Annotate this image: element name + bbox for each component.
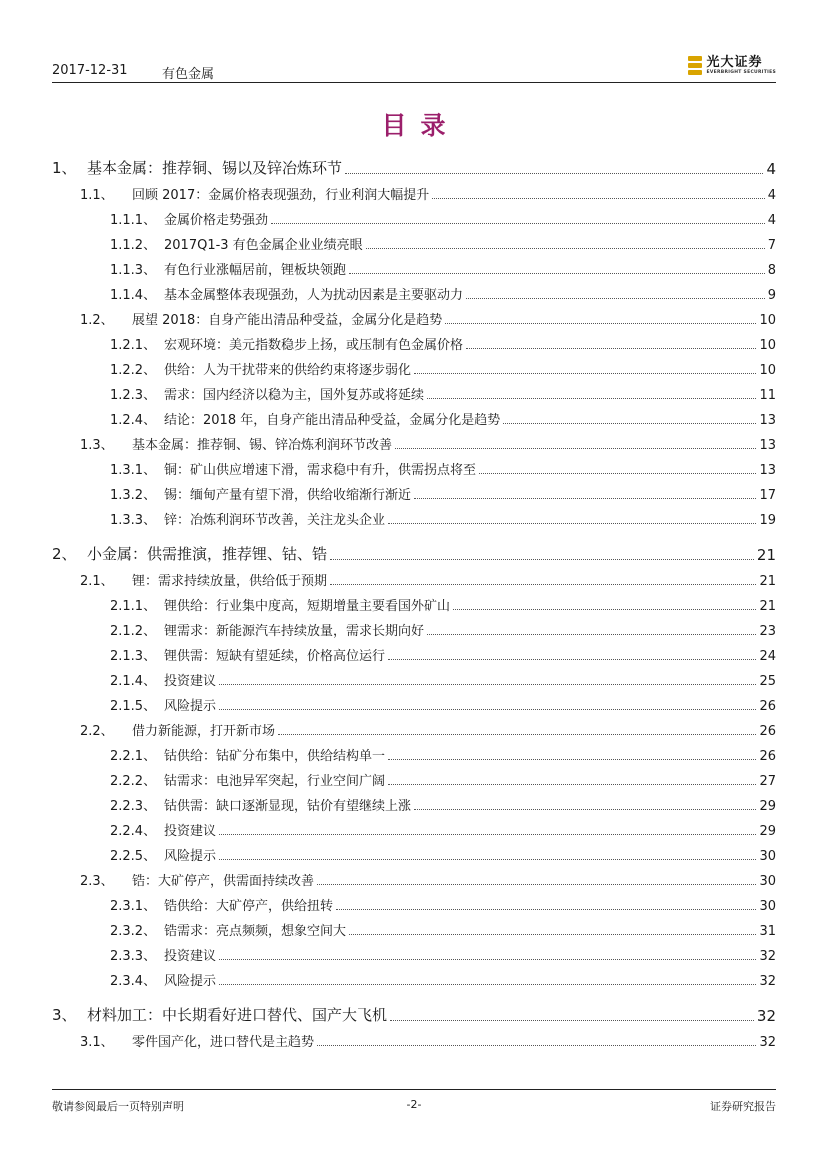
toc-entry-page: 8: [767, 263, 776, 278]
logo-mark-icon: [688, 56, 702, 76]
toc-dot-leader: [395, 448, 756, 449]
toc-entry-number: 2.3.2、: [110, 924, 157, 939]
toc-entry-level3[interactable]: [52, 335, 776, 353]
toc-dot-leader: [388, 759, 756, 760]
toc-entry-page: 29: [759, 799, 776, 814]
toc-entry-page: 10: [759, 363, 776, 378]
toc-entry-number: 2.3.3、: [110, 949, 157, 964]
page-footer: [52, 1089, 776, 1118]
toc-entry-label: 金属价格走势强劲: [164, 213, 269, 228]
toc-entry-level3[interactable]: [52, 821, 776, 839]
toc-entry-number: 2.3.4、: [110, 974, 157, 989]
page-header: [52, 52, 776, 83]
toc-entry-level3[interactable]: [52, 971, 776, 989]
toc-entry-number: 1.1.2、: [110, 238, 157, 253]
toc-entry-page: 30: [759, 899, 776, 914]
toc-dot-leader: [366, 248, 765, 249]
logo-cn-text: 光大证券: [706, 55, 763, 71]
report-sector: 有色金属: [162, 67, 215, 82]
toc-entry-number: 1.1.3、: [110, 263, 157, 278]
toc-dot-leader: [317, 884, 756, 885]
toc-dot-leader: [445, 323, 756, 324]
toc-entry-number: 2、: [52, 545, 77, 563]
toc-dot-leader: [466, 348, 756, 349]
toc-dot-leader: [503, 423, 756, 424]
toc-entry-label: 基本金属：推荐铜、锡、锌冶炼利润环节改善: [132, 438, 393, 453]
toc-entry-number: 2.1.5、: [110, 699, 157, 714]
toc-entry-level2[interactable]: [52, 435, 776, 453]
toc-entry-level2[interactable]: [52, 721, 776, 739]
toc-entry-level3[interactable]: [52, 235, 776, 253]
toc-entry-level3[interactable]: [52, 360, 776, 378]
toc-entry-level3[interactable]: [52, 210, 776, 228]
toc-entry-page: 32: [756, 1007, 776, 1025]
toc-entry-number: 1.2.1、: [110, 338, 157, 353]
toc-entry-number: 2.3.1、: [110, 899, 157, 914]
toc-entry-page: 30: [759, 849, 776, 864]
toc-dot-leader: [388, 523, 756, 524]
toc-entry-level3[interactable]: [52, 921, 776, 939]
toc-dot-leader: [330, 559, 754, 560]
toc-entry-number: 3、: [52, 1006, 77, 1024]
toc-entry-label: 回顾 2017：金属价格表现强劲，行业利润大幅提升: [132, 188, 430, 203]
toc-entry-number: 1.2.3、: [110, 388, 157, 403]
toc-entry-label: 展望 2018：自身产能出清品种受益，金属分化是趋势: [132, 313, 443, 328]
toc-entry-page: 32: [759, 1035, 776, 1050]
toc-entry-page: 26: [759, 749, 776, 764]
toc-entry-page: 13: [759, 463, 776, 478]
toc-entry-label: 供给：人为干扰带来的供给约束将逐步弱化: [164, 363, 412, 378]
toc-entry-label: 小金属：供需推演，推荐锂、钴、锆: [87, 545, 328, 563]
toc-entry-label: 借力新能源，打开新市场: [132, 724, 276, 739]
toc-dot-leader: [278, 734, 756, 735]
toc-entry-page: 32: [759, 974, 776, 989]
toc-entry-page: 31: [759, 924, 776, 939]
toc-entry-number: 2.2.1、: [110, 749, 157, 764]
toc-entry-number: 2.2.5、: [110, 849, 157, 864]
toc-entry-label: 锡：缅甸产量有望下滑，供给收缩渐行渐近: [164, 488, 412, 503]
toc-entry-number: 2.2.4、: [110, 824, 157, 839]
toc-entry-number: 2.3、: [80, 874, 114, 889]
toc-dot-leader: [414, 373, 756, 374]
toc-entry-number: 1.1.1、: [110, 213, 157, 228]
toc-entry-level3[interactable]: [52, 460, 776, 478]
toc-entry-label: 风险提示: [164, 974, 217, 989]
toc-entry-label: 钴供给：钴矿分布集中，供给结构单一: [164, 749, 386, 764]
toc-dot-leader: [390, 1020, 754, 1021]
toc-dot-leader: [219, 984, 756, 985]
toc-entry-number: 1、: [52, 159, 77, 177]
toc-entry-label: 需求：国内经济以稳为主，国外复苏或将延续: [164, 388, 425, 403]
toc-entry-page: 24: [759, 649, 776, 664]
toc-entry-page: 4: [767, 188, 776, 203]
toc-entry-level3[interactable]: [52, 510, 776, 528]
toc-entry-number: 1.2、: [80, 313, 114, 328]
toc-entry-label: 锂供给：行业集中度高，短期增量主要看国外矿山: [164, 599, 451, 614]
toc-entry-label: 材料加工：中长期看好进口替代、国产大飞机: [87, 1006, 388, 1024]
toc-dot-leader: [432, 198, 765, 199]
toc-entry-level3[interactable]: [52, 285, 776, 303]
toc-entry-page: 4: [767, 213, 776, 228]
toc-entry-label: 投资建议: [164, 949, 217, 964]
toc-entry-level1[interactable]: [52, 156, 776, 178]
toc-entry-label: 宏观环境：美元指数稳步上扬，或压制有色金属价格: [164, 338, 464, 353]
toc-dot-leader: [388, 784, 756, 785]
toc-entry-level3[interactable]: [52, 746, 776, 764]
toc-entry-page: 32: [759, 949, 776, 964]
toc-dot-leader: [345, 173, 763, 174]
toc-entry-page: 13: [759, 438, 776, 453]
toc-entry-level3[interactable]: [52, 796, 776, 814]
toc-dot-leader: [349, 273, 765, 274]
toc-entry-level2[interactable]: [52, 1032, 776, 1050]
toc-entry-label: 锂供需：短缺有望延续，价格高位运行: [164, 649, 386, 664]
toc-title: 目录: [381, 111, 460, 140]
toc-entry-number: 1.3.3、: [110, 513, 157, 528]
toc-entry-page: 11: [759, 388, 776, 403]
footer-disclaimer: 敬请参阅最后一页特别声明: [52, 1100, 184, 1113]
toc-entry-number: 1.2.2、: [110, 363, 157, 378]
toc-entry-page: 10: [759, 313, 776, 328]
toc-entry-label: 锂需求：新能源汽车持续放量，需求长期向好: [164, 624, 425, 639]
toc-dot-leader: [219, 834, 756, 835]
toc-entry-number: 2.1.4、: [110, 674, 157, 689]
toc-entry-label: 锆需求：亮点频频，想象空间大: [164, 924, 347, 939]
toc-dot-leader: [271, 223, 765, 224]
toc-entry-page: 26: [759, 724, 776, 739]
toc-dot-leader: [219, 684, 756, 685]
toc-entry-level3[interactable]: [52, 385, 776, 403]
toc-dot-leader: [330, 584, 756, 585]
toc-entry-page: 25: [759, 674, 776, 689]
toc-entry-level3[interactable]: [52, 621, 776, 639]
toc-entry-page: 23: [759, 624, 776, 639]
toc-entry-page: 7: [767, 238, 776, 253]
toc-dot-leader: [466, 298, 765, 299]
toc-dot-leader: [427, 398, 756, 399]
toc-entry-level3[interactable]: [52, 896, 776, 914]
toc-entry-level3[interactable]: [52, 696, 776, 714]
toc-entry-page: 29: [759, 824, 776, 839]
toc-entry-level3[interactable]: [52, 260, 776, 278]
toc-entry-label: 基本金属整体表现强劲，人为扰动因素是主要驱动力: [164, 288, 464, 303]
toc-dot-leader: [219, 859, 756, 860]
toc-entry-label: 有色行业涨幅居前，锂板块领跑: [164, 263, 347, 278]
toc-entry-label: 锌：冶炼利润环节改善，关注龙头企业: [164, 513, 386, 528]
toc-dot-leader: [414, 498, 756, 499]
toc-entry-label: 风险提示: [164, 699, 217, 714]
toc-entry-number: 2.1、: [80, 574, 114, 589]
toc-dot-leader: [414, 809, 756, 810]
toc-dot-leader: [349, 934, 756, 935]
company-logo: [688, 52, 776, 80]
toc-dot-leader: [479, 473, 756, 474]
toc-entry-page: 26: [759, 699, 776, 714]
toc-entry-label: 2017Q1-3 有色金属企业业绩亮眼: [164, 238, 363, 253]
toc-entry-page: 30: [759, 874, 776, 889]
toc-entry-page: 9: [767, 288, 776, 303]
toc-entry-level3[interactable]: [52, 946, 776, 964]
toc-entry-level2[interactable]: [52, 871, 776, 889]
toc-dot-leader: [427, 634, 756, 635]
toc-entry-number: 1.1.4、: [110, 288, 157, 303]
toc-entry-label: 锆：大矿停产，供需面持续改善: [132, 874, 315, 889]
toc-entry-level3[interactable]: [52, 596, 776, 614]
toc-entry-level2[interactable]: [52, 185, 776, 203]
toc-entry-number: 2.1.1、: [110, 599, 157, 614]
toc-entry-number: 2.1.2、: [110, 624, 157, 639]
toc-entry-number: 2.2、: [80, 724, 114, 739]
toc-entry-number: 1.3.1、: [110, 463, 157, 478]
toc-entry-level3[interactable]: [52, 771, 776, 789]
toc-entry-level1[interactable]: [52, 1003, 776, 1025]
toc-entry-page: 27: [759, 774, 776, 789]
toc-entry-number: 1.3.2、: [110, 488, 157, 503]
toc-entry-number: 2.1.3、: [110, 649, 157, 664]
toc-entry-page: 10: [759, 338, 776, 353]
toc-entry-label: 风险提示: [164, 849, 217, 864]
footer-report-type: 证券研究报告: [710, 1100, 776, 1113]
toc-entry-label: 锆供给：大矿停产，供给扭转: [164, 899, 334, 914]
toc-entry-page: 13: [759, 413, 776, 428]
report-date: 2017-12-31: [52, 63, 128, 78]
toc-entry-number: 2.2.2、: [110, 774, 157, 789]
toc-entry-label: 钴供需：缺口逐渐显现，钴价有望继续上涨: [164, 799, 412, 814]
toc-entry-number: 1.1、: [80, 188, 114, 203]
toc-entry-level2[interactable]: [52, 310, 776, 328]
toc-entry-number: 1.3、: [80, 438, 114, 453]
toc-dot-leader: [219, 959, 756, 960]
toc-entry-level2[interactable]: [52, 571, 776, 589]
toc-entry-label: 零件国产化，进口替代是主趋势: [132, 1035, 315, 1050]
toc-entry-level3[interactable]: [52, 846, 776, 864]
toc-entry-number: 1.2.4、: [110, 413, 157, 428]
toc-dot-leader: [317, 1045, 756, 1046]
toc-entry-number: 2.2.3、: [110, 799, 157, 814]
logo-en-text: EVERBRIGHT SECURITIES: [706, 70, 776, 76]
footer-page-number: -2-: [406, 1098, 422, 1111]
toc-entry-page: 21: [759, 574, 776, 589]
toc-dot-leader: [219, 709, 756, 710]
toc-entry-page: 4: [766, 160, 776, 178]
toc-entry-number: 3.1、: [80, 1035, 114, 1050]
toc-entry-level3[interactable]: [52, 410, 776, 428]
toc-entry-label: 投资建议: [164, 674, 217, 689]
toc-entry-level3[interactable]: [52, 646, 776, 664]
toc-entry-label: 钴需求：电池异军突起，行业空间广阔: [164, 774, 386, 789]
toc-entry-label: 投资建议: [164, 824, 217, 839]
toc-entry-page: 21: [756, 546, 776, 564]
toc-entry-level3[interactable]: [52, 671, 776, 689]
toc-entry-level3[interactable]: [52, 485, 776, 503]
toc-dot-leader: [388, 659, 756, 660]
toc-dot-leader: [336, 909, 756, 910]
toc-dot-leader: [453, 609, 756, 610]
toc-entry-level1[interactable]: [52, 542, 776, 564]
toc-entry-page: 17: [759, 488, 776, 503]
toc-entry-label: 铜：矿山供应增速下滑，需求稳中有升，供需拐点将至: [164, 463, 477, 478]
table-of-contents: [52, 152, 776, 1052]
toc-entry-page: 19: [759, 513, 776, 528]
toc-entry-page: 21: [759, 599, 776, 614]
toc-entry-label: 锂：需求持续放量，供给低于预期: [132, 574, 328, 589]
toc-entry-label: 结论：2018 年，自身产能出清品种受益，金属分化是趋势: [164, 413, 501, 428]
toc-entry-label: 基本金属：推荐铜、锡以及锌冶炼环节: [87, 159, 343, 177]
